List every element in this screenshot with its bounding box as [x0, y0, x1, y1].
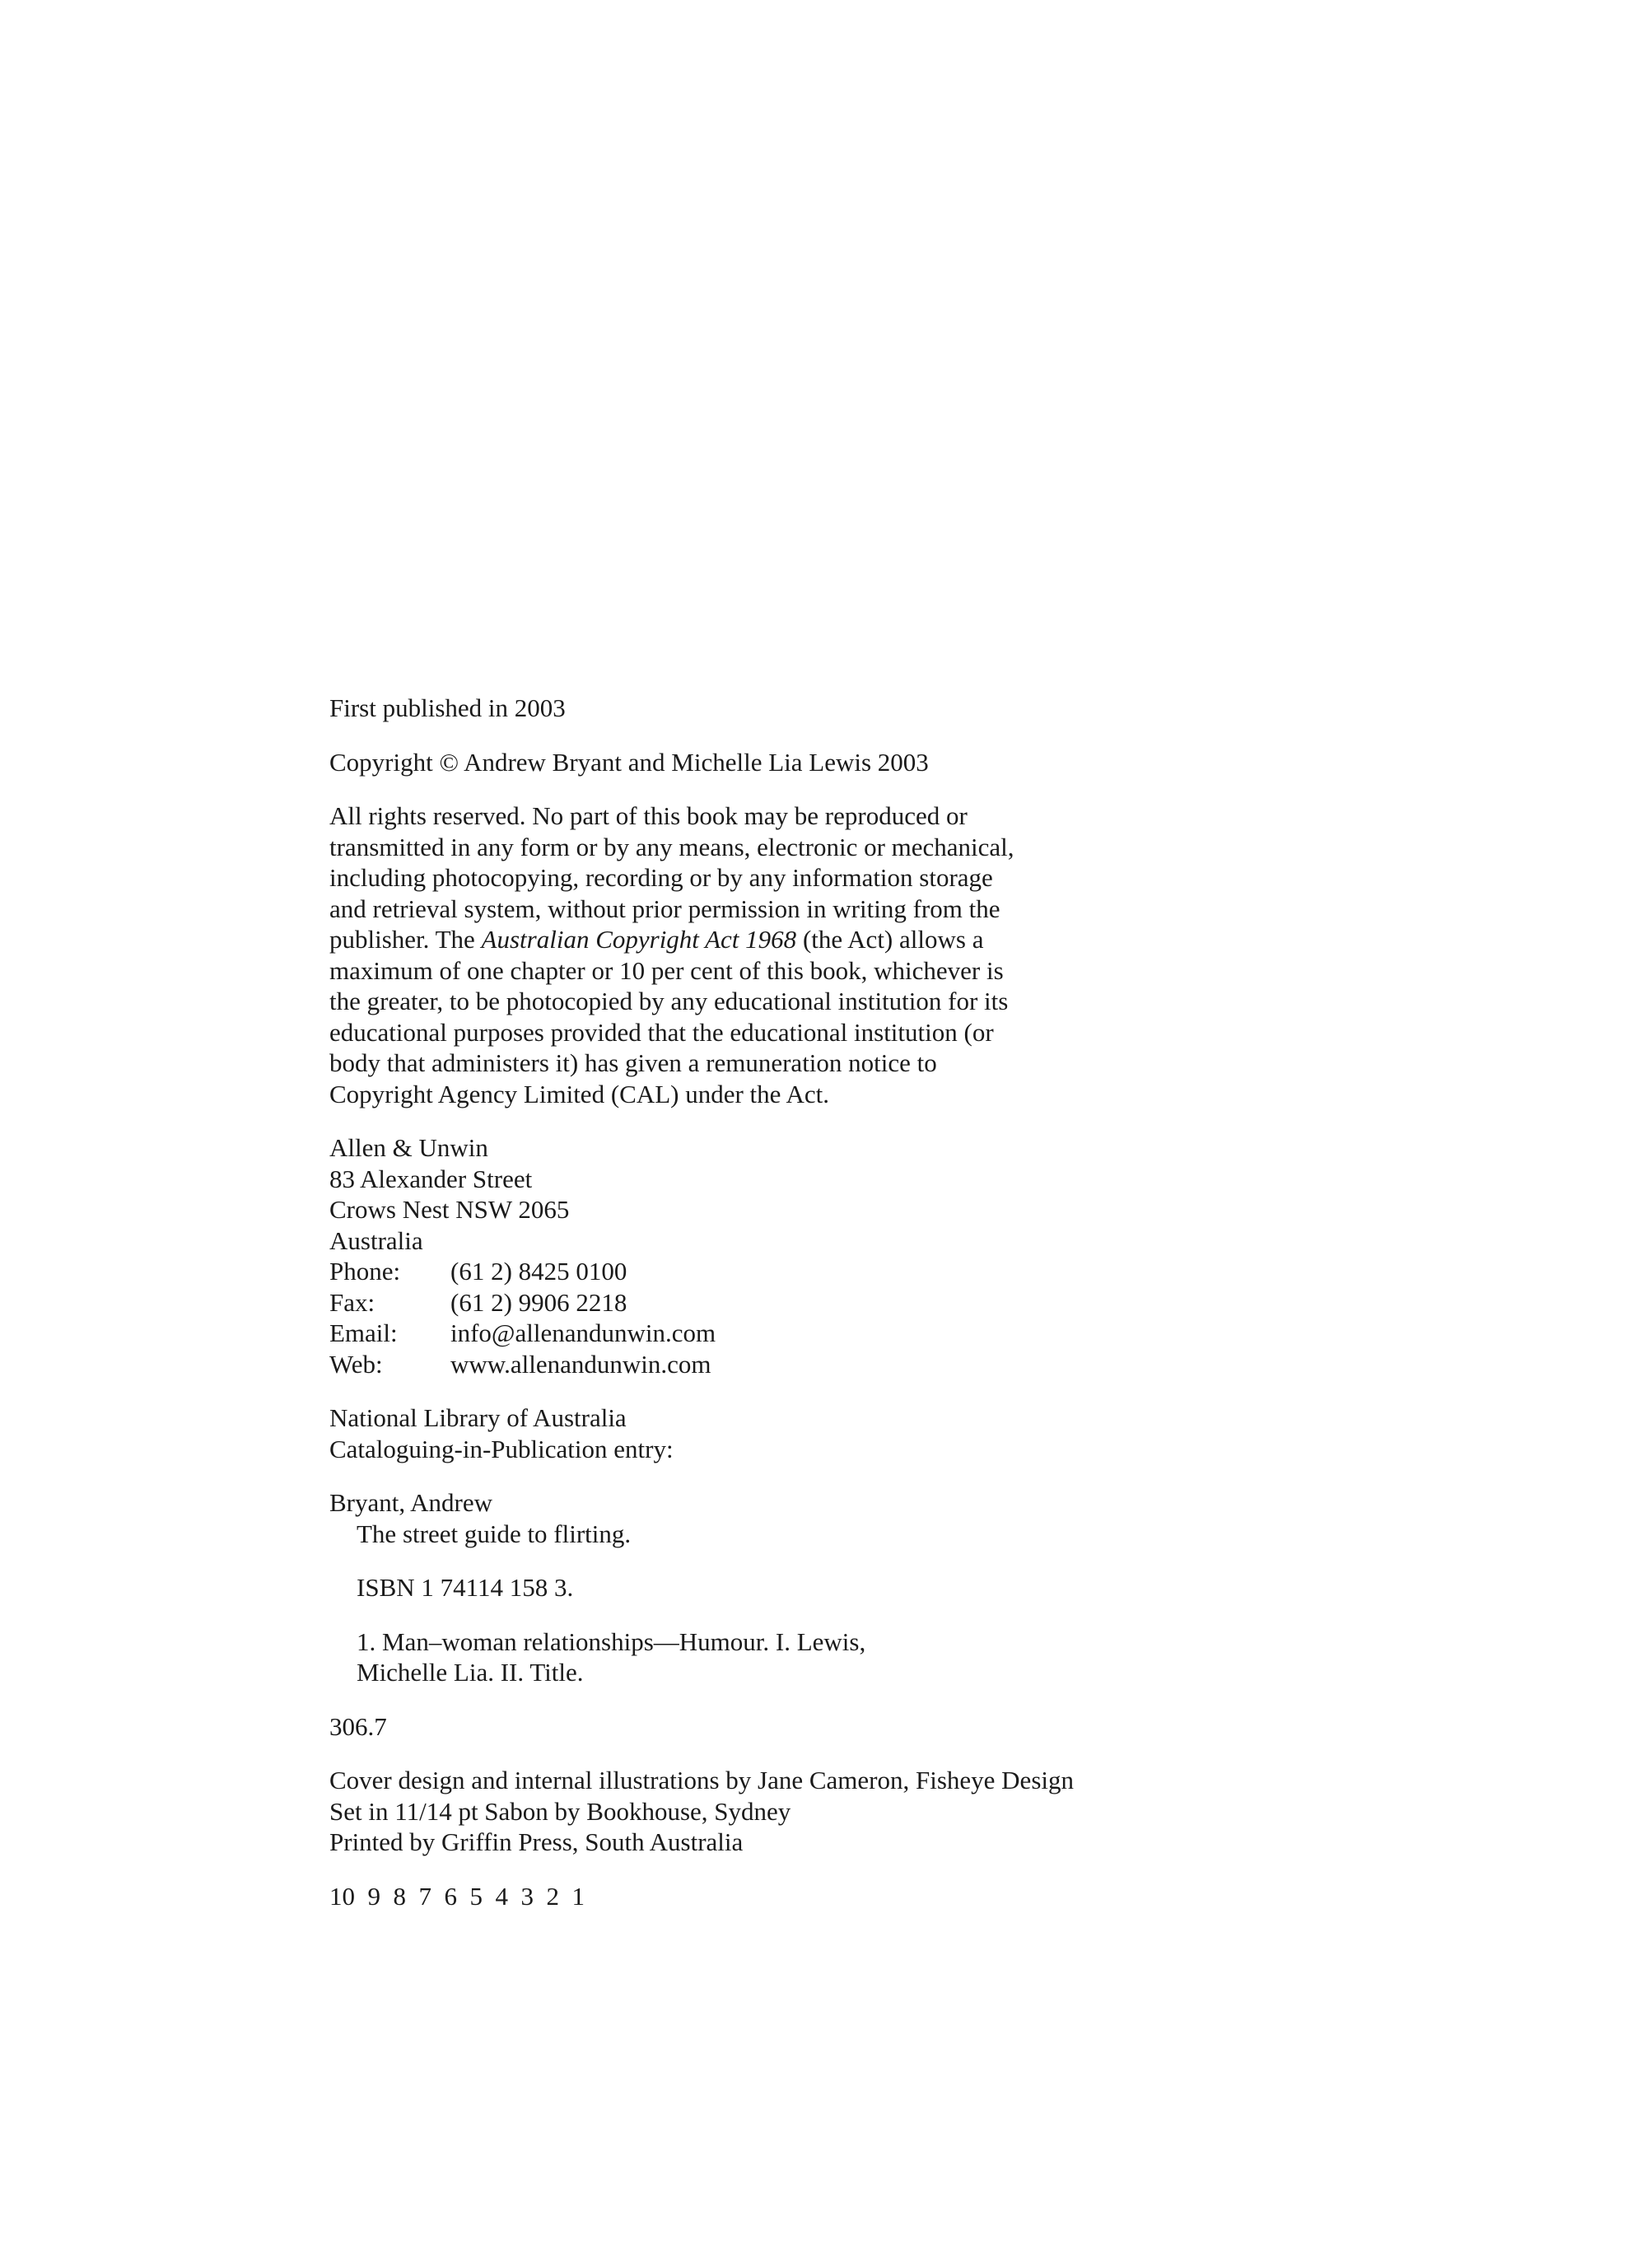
fax-label: Fax:	[329, 1287, 375, 1317]
dewey-classification: 306.7	[329, 1711, 387, 1741]
cip-heading-line1: National Library of Australia	[329, 1403, 627, 1432]
email-label: Email:	[329, 1318, 398, 1347]
email-value: info@allenandunwin.com	[450, 1318, 716, 1347]
cip-title: The street guide to flirting.	[357, 1519, 632, 1548]
isbn-line: ISBN 1 74114 158 3.	[357, 1573, 574, 1602]
act-title: Australian Copyright Act 1968	[481, 925, 797, 954]
rights-paragraph	[329, 800, 1318, 1109]
rights-line: and retrieval system, without prior permission in writing from the	[329, 894, 1000, 923]
copyright-line: Copyright © Andrew Bryant and Michelle Lia Lewis 2003	[329, 747, 929, 777]
cip-heading	[329, 1402, 1318, 1464]
publisher-country: Australia	[329, 1225, 423, 1255]
cip-subjects	[329, 1626, 1318, 1688]
rights-line: educational purposes provided that the educational institution (or	[329, 1017, 994, 1047]
publisher-street: 83 Alexander Street	[329, 1164, 533, 1193]
rights-line: All rights reserved. No part of this book may be reproduced or	[329, 801, 968, 830]
publisher-name: Allen & Unwin	[329, 1133, 488, 1162]
cip-entry	[329, 1487, 1318, 1549]
rights-line	[329, 924, 1318, 955]
copyright-page-text	[329, 693, 1318, 1911]
cip-author: Bryant, Andrew	[329, 1488, 493, 1517]
rights-line: maximum of one chapter or 10 per cent of this book, whichever is	[329, 955, 1004, 985]
production-credits	[329, 1765, 1318, 1858]
typeset-credit: Set in 11/14 pt Sabon by Bookhouse, Sydney	[329, 1796, 791, 1826]
rights-line: including photocopying, recording or by any information storage	[329, 863, 993, 892]
phone-label: Phone:	[329, 1257, 401, 1286]
cip-heading-line2: Cataloguing-in-Publication entry:	[329, 1434, 674, 1463]
web-value: www.allenandunwin.com	[450, 1349, 711, 1379]
rights-line: Copyright Agency Limited (CAL) under the Act.	[329, 1079, 829, 1108]
fax-value: (61 2) 9906 2218	[450, 1287, 627, 1317]
publisher-city: Crows Nest NSW 2065	[329, 1195, 570, 1224]
publisher-address-block	[329, 1132, 1318, 1379]
rights-line-start: publisher. The	[329, 925, 482, 954]
fax-row	[329, 1287, 1318, 1318]
web-label: Web:	[329, 1349, 383, 1379]
rights-line-end: (the Act) allows a	[796, 925, 984, 954]
cip-subject-line: 1. Man–woman relationships—Humour. I. Lewis,	[357, 1626, 866, 1656]
first-published-line: First published in 2003	[329, 693, 566, 722]
rights-line: transmitted in any form or by any means, electronic or mechanical,	[329, 832, 1014, 861]
print-run-numbers: 10 9 8 7 6 5 4 3 2 1	[329, 1881, 585, 1911]
phone-value: (61 2) 8425 0100	[450, 1257, 627, 1286]
printer-credit: Printed by Griffin Press, South Australia	[329, 1827, 744, 1856]
web-row	[329, 1349, 1318, 1380]
rights-line: body that administers it) has given a remuneration notice to	[329, 1048, 937, 1077]
design-credit: Cover design and internal illustrations by Jane Cameron, Fisheye Design	[329, 1766, 1074, 1794]
cip-subject-line: Michelle Lia. II. Title.	[357, 1658, 584, 1687]
rights-line: the greater, to be photocopied by any educational institution for its	[329, 987, 1009, 1015]
email-row	[329, 1318, 1318, 1349]
phone-row	[329, 1256, 1318, 1287]
